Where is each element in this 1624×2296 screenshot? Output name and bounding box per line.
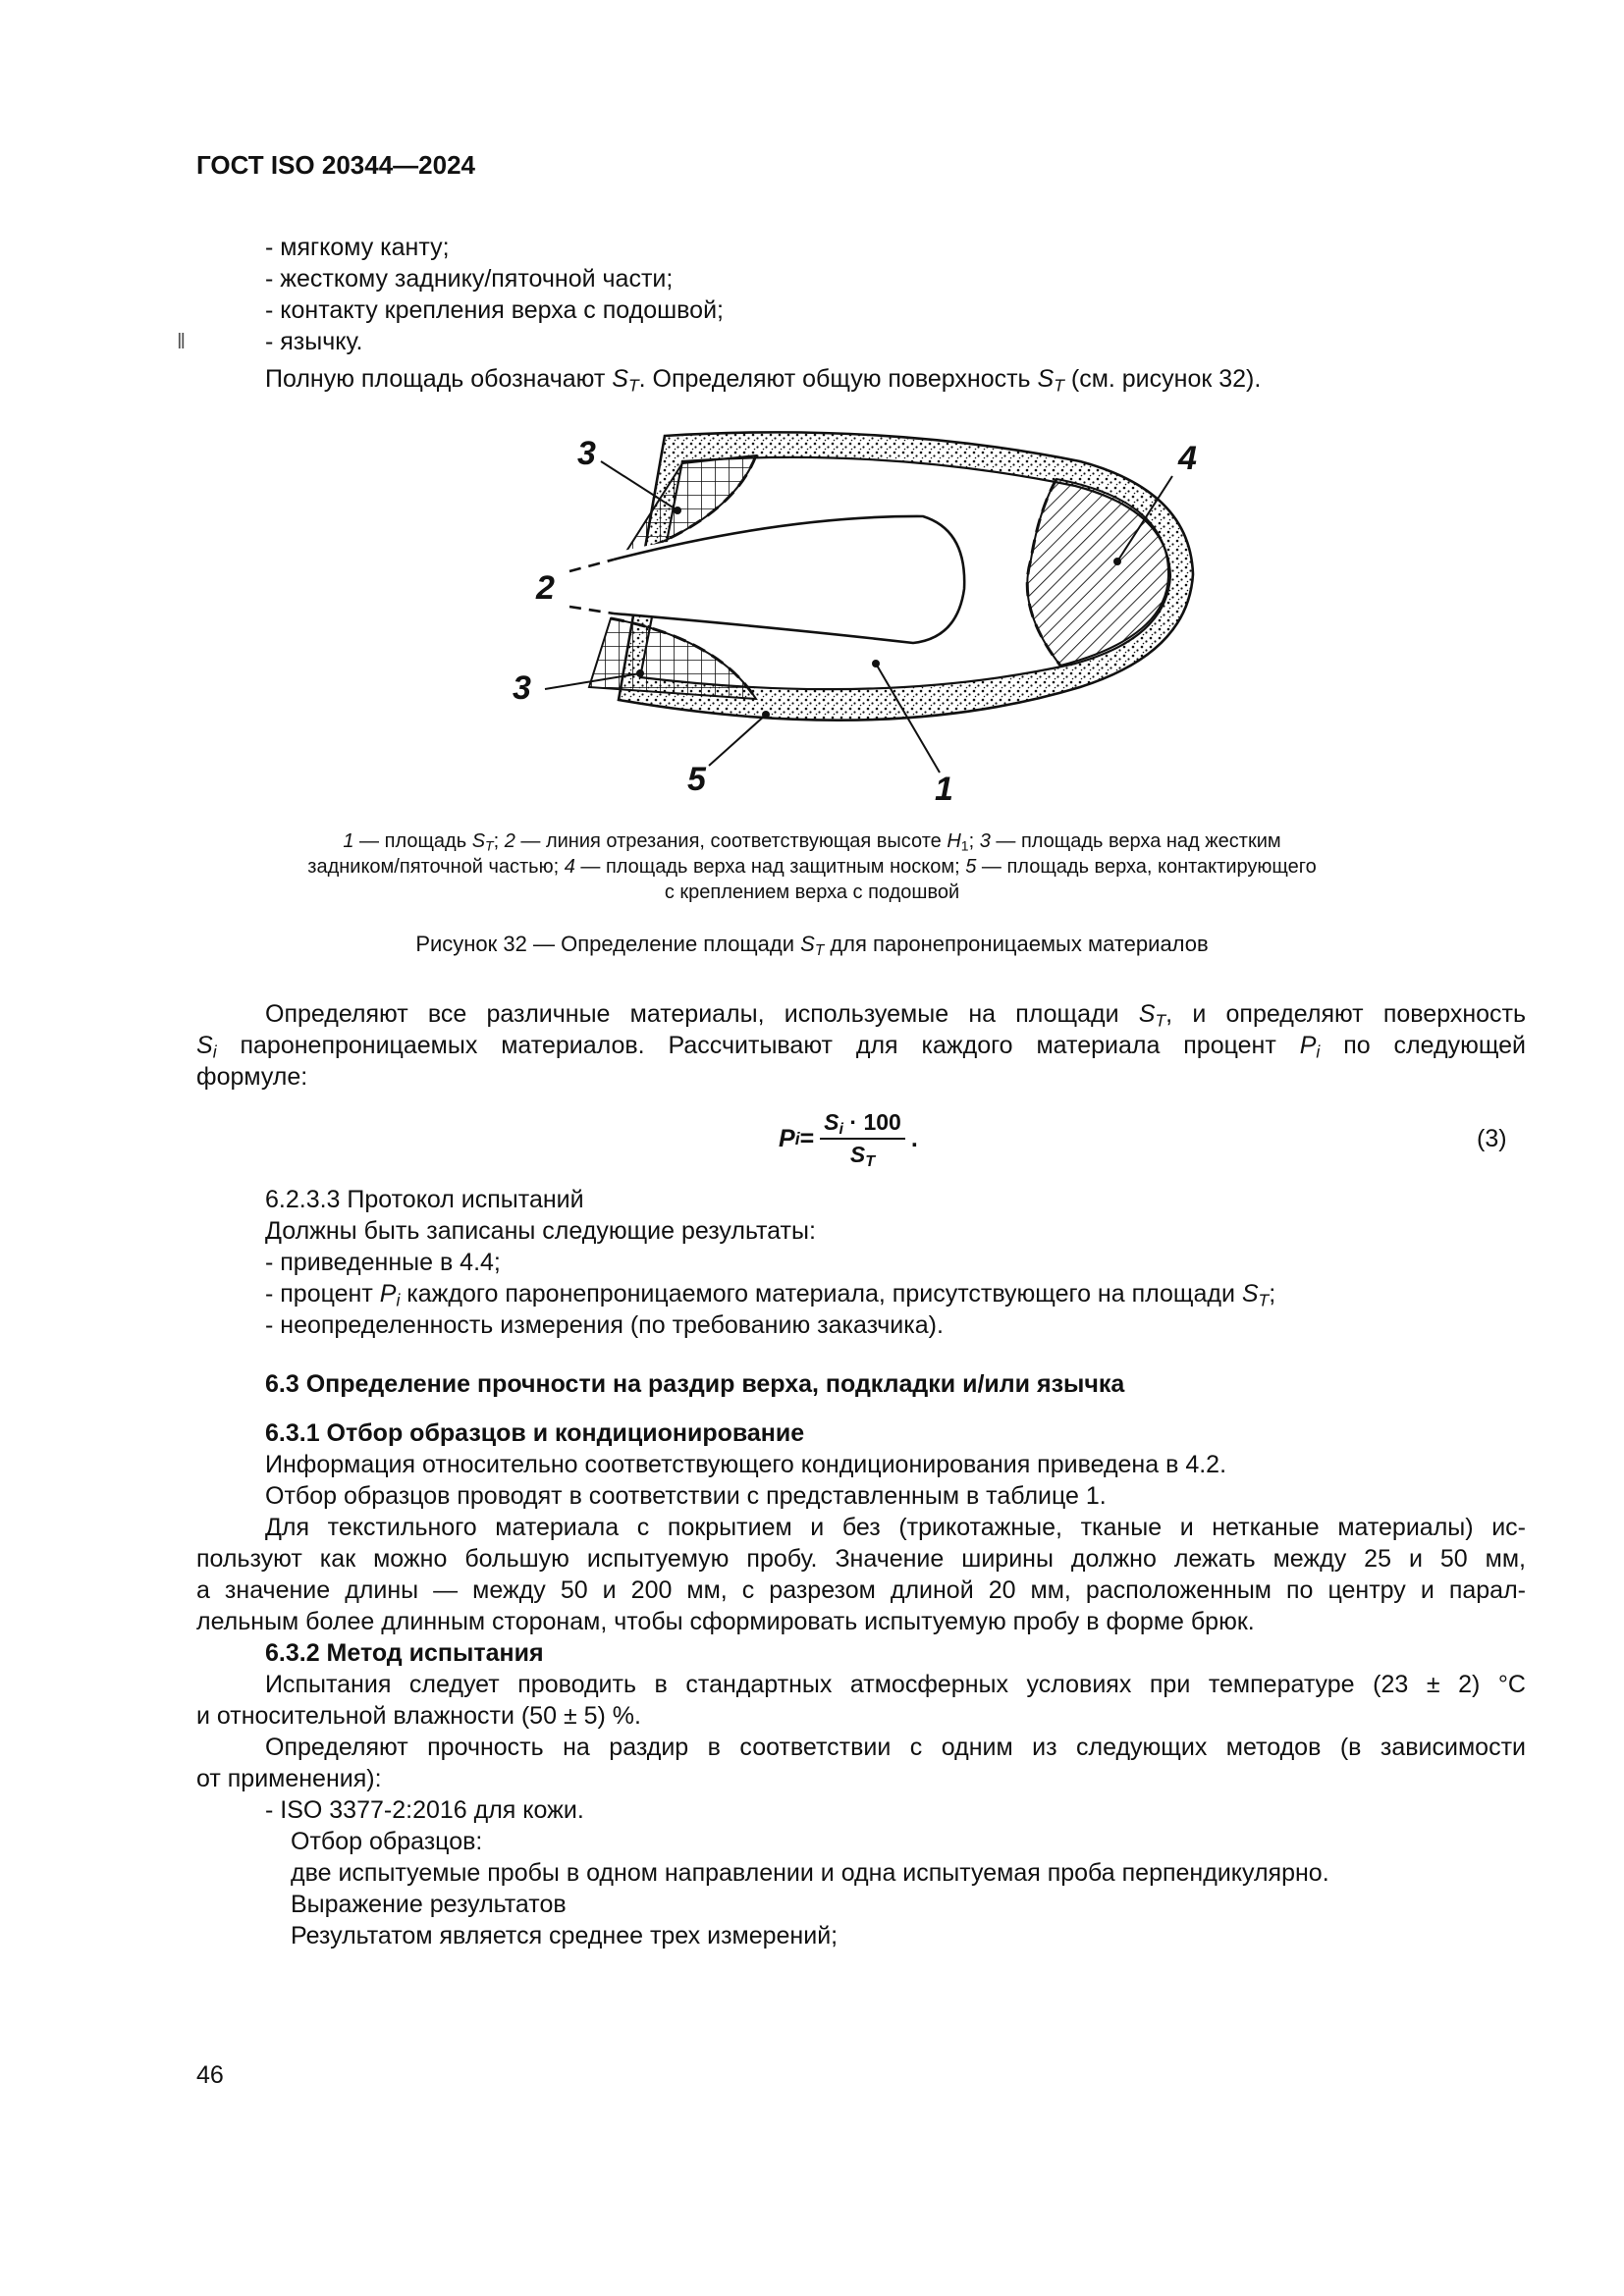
list-item-text: две испытуемые пробы в одном направлении и одна испытуемая проба перпендикулярно. [291,1859,1329,1887]
paragraph-line: лельным более длинным сторонам, чтобы сформировать испытуемую пробу в форме брюк. [196,1608,1255,1635]
paragraph-materials-line-1: Определяют все различные материалы, используемые на площади $S_T$, и определяют поверхность [265,1000,1526,1031]
section-6-3-title: 6.3 Определение прочности на раздир верха, подкладки и/или язычка [265,1370,1125,1398]
document-header: ГОСТ ISO 20344—2024 [196,150,476,180]
paragraph-materials-line-3: формуле: [196,1063,308,1091]
section-6-2-3-3-title: 6.2.3.3 Протокол испытаний [265,1186,584,1213]
paragraph-materials-line-2: $S_i$ паронепроницаемых материалов. Рассчитывают для каждого материала процент $P_i$ по следующей [196,1032,1526,1062]
list-item-text: Отбор образцов: [291,1828,483,1855]
paragraph-total-area: Полную площадь обозначают $S_T$. Определяют общую поверхность $S_T$ (см. рисунок 32). [265,365,1262,396]
list-item: - мягкому канту; [265,234,450,261]
figure-caption: Рисунок 32 — Определение площади $S_T$ для паронепроницаемых материалов [415,932,1209,959]
label-2: 2 [536,569,555,607]
paragraph: Должны быть записаны следующие результаты: [265,1217,816,1245]
paragraph: Отбор образцов проводят в соответствии с представленным в таблице 1. [265,1482,1107,1510]
figure-legend-line-1: 1 — площадь $S_T$; 2 — линия отрезания, соответствующая высоте $H_1$; 3 — площадь верха над жестким [343,830,1281,854]
paragraph-line: Испытания следует проводить в стандартных атмосферных условиях при температуре (23 ± 2) °С [265,1671,1526,1698]
list-item: - жесткому заднику/пяточной части; [265,265,674,293]
formula-number: (3) [1477,1125,1507,1152]
page-number: 46 [196,2061,224,2089]
label-3-bottom: 3 [513,669,531,707]
list-item: - неопределенность измерения (по требованию заказчика). [265,1311,944,1339]
list-item: - приведенные в 4.4; [265,1249,501,1276]
label-4: 4 [1178,440,1197,477]
shoe-area-diagram [0,0,1624,825]
label-5: 5 [687,761,706,798]
paragraph-line: пользуют как можно большую испытуемую пробу. Значение ширины должно лежать между 25 и 50 мм, [196,1545,1526,1573]
list-item: - язычку. [265,328,363,355]
paragraph-line: Определяют прочность на раздир в соответствии с одним из следующих методов (в зависимости [265,1734,1526,1761]
paragraph-line: Для текстильного материала с покрытием и без (трикотажные, тканые и нетканые материалы) ис- [265,1514,1526,1541]
list-item: - процент $P_i$ каждого паронепроницаемого материала, присутствующего на площади $S_T$; [265,1280,1276,1310]
figure-legend-line-3: с креплением верха с подошвой [664,881,960,903]
list-item-text: Результатом является среднее трех измерений; [291,1922,839,1949]
section-6-3-1-title: 6.3.1 Отбор образцов и кондиционирование [265,1419,805,1447]
list-item-text: Выражение результатов [291,1891,567,1918]
change-mark: ‖ [177,329,187,353]
figure-legend-line-2: задником/пяточной частью; 4 — площадь верха над защитным носком; 5 — площадь верха, контактирующего [307,856,1317,878]
paragraph: Информация относительно соответствующего кондиционирования приведена в 4.2. [265,1451,1227,1478]
paragraph-line: от применения): [196,1765,382,1792]
formula-3: P i = $\frac{S_i \cdot 100}{S_T}$ . [779,1109,918,1171]
paragraph-line: и относительной влажности (50 ± 5) %. [196,1702,641,1730]
label-1: 1 [935,771,953,808]
list-item: - контакту крепления верха с подошвой; [265,296,724,324]
section-6-3-2-title: 6.3.2 Метод испытания [265,1639,544,1667]
paragraph-line: а значение длины — между 50 и 200 мм, с разрезом длиной 20 мм, расположенным по центру и парал- [196,1576,1526,1604]
list-item: - ISO 3377-2:2016 для кожи. [265,1796,584,1824]
label-3-top: 3 [577,435,596,472]
